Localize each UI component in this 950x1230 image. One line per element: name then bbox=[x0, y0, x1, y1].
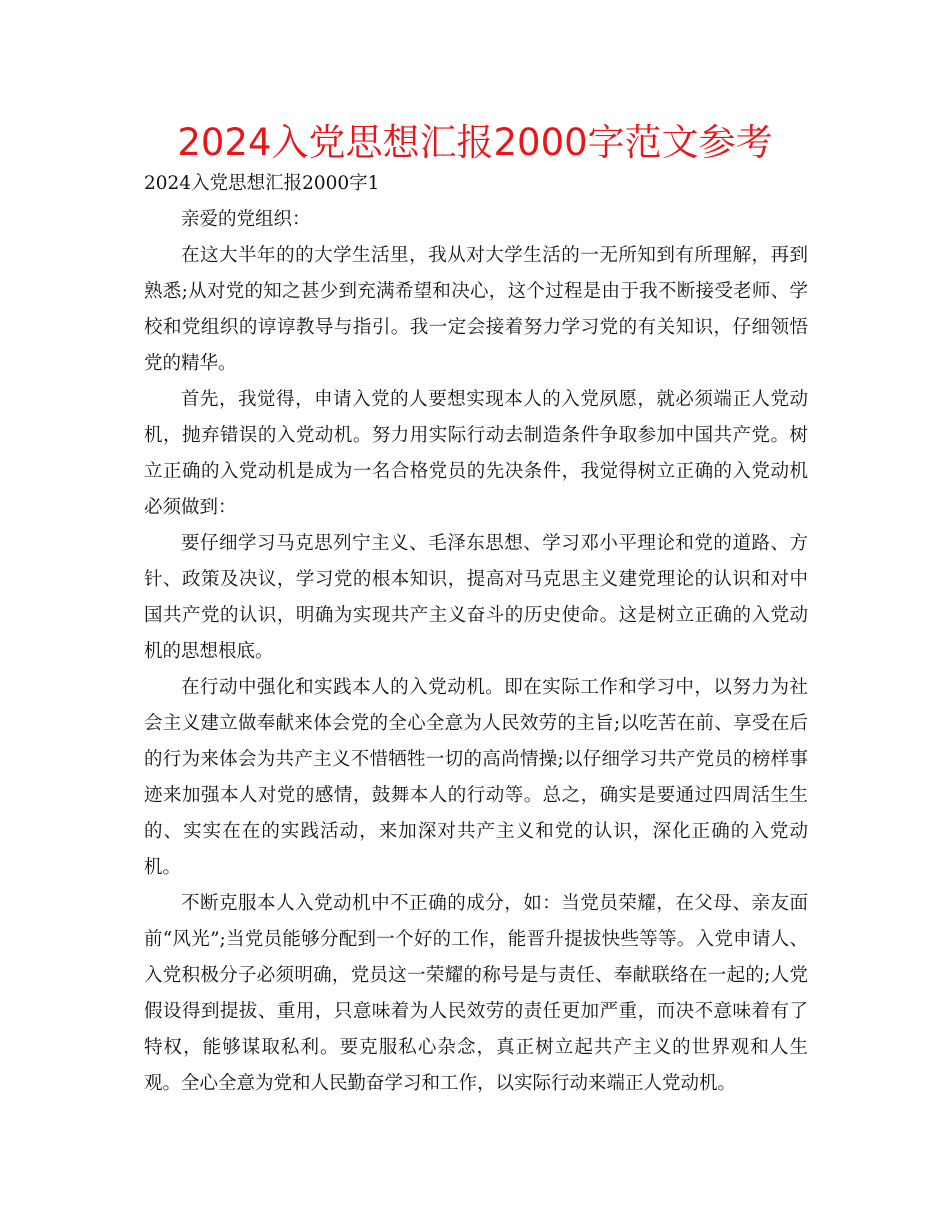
document-subtitle: 2024入党思想汇报2000字1 bbox=[144, 173, 380, 194]
paragraph-5: 不断克服本人入党动机中不正确的成分，如：当党员荣耀，在父母、亲友面前“风光”;当党员能够分配到一个好的工作，能晋升提拔快些等等。入党申请人、入党积极分子必须明确，党员这一荣耀的称号是与责任、奉献联络在一起的;人党假设得到提拔、重用，只意味着为人民效劳的责任更加严重，而决不意味着有了特权，能够谋取私利。要克服私心杂念，真正树立起共产主义的世界观和人生观。全心全意为党和人民勤奋学习和工作，以实际行动来端正人党动机。 bbox=[144, 893, 808, 1094]
paragraph-3: 要仔细学习马克思列宁主义、毛泽东思想、学习邓小平理论和党的道路、方针、政策及决议，学习党的根本知识，提高对马克思主义建党理论的认识和对中国共产党的认识，明确为实现共产主义奋斗的历史使命。这是树立正确的入党动机的思想根底。 bbox=[144, 533, 808, 662]
paragraph-2: 首先，我觉得，申请入党的人要想实现本人的入党夙愿，就必须端正人党动机，抛弃错误的入党动机。努力用实际行动去制造条件争取参加中国共产党。树立正确的入党动机是成为一名合格党员的先决条件，我觉得树立正确的入党动机必须做到： bbox=[144, 389, 808, 518]
page-title: 2024入党思想汇报2000字范文参考 bbox=[177, 121, 773, 164]
paragraph-1: 在这大半年的的大学生活里，我从对大学生活的一无所知到有所理解，再到熟悉;从对党的知之甚少到充满希望和决心，这个过程是由于我不断接受老师、学校和党组织的谆谆教导与指引。我一定会接着努力学习党的有关知识，仔细领悟党的精华。 bbox=[144, 245, 808, 374]
document-body bbox=[144, 166, 808, 1102]
paragraph-4: 在行动中强化和实践本人的入党动机。即在实际工作和学习中，以努力为社会主义建立做奉献来体会党的全心全意为人民效劳的主旨;以吃苦在前、享受在后的行为来体会为共产主义不惜牺牲一切的高尚情操;以仔细学习共产党员的榜样事迹来加强本人对党的感情，鼓舞本人的行动等。总之，确实是要通过四周活生生的、实实在在的实践活动，来加深对共产主义和党的认识，深化正确的入党动机。 bbox=[144, 677, 808, 878]
greeting: 亲爱的党组织： bbox=[181, 209, 311, 230]
